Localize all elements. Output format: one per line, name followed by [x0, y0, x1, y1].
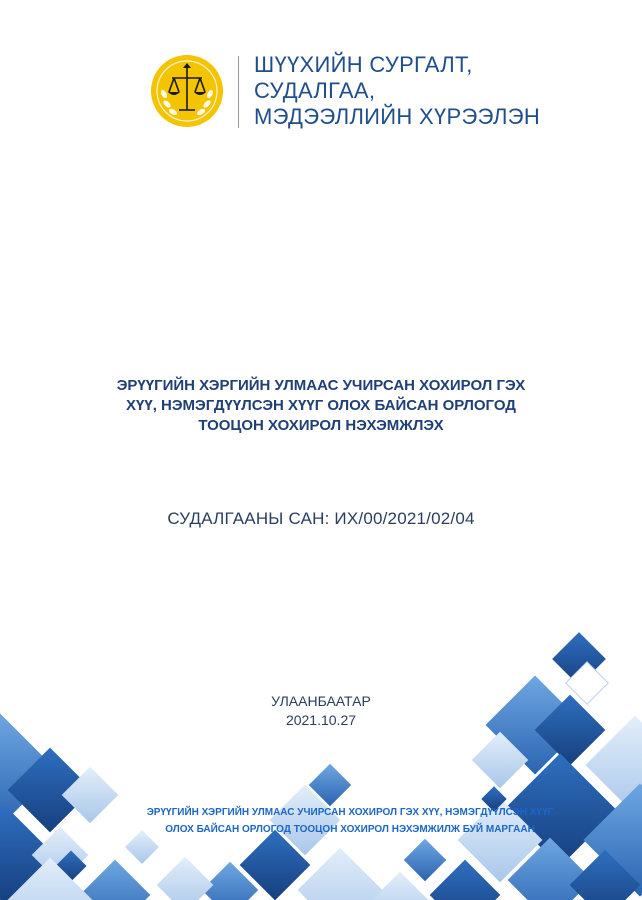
date: 2021.10.27	[285, 712, 357, 728]
footer-line: ОЛОХ БАЙСАН ОРЛОГОД ТООЦОН ХОХИРОЛ НЭХЭМЖИЛЖ БУЙ МАРГААН	[165, 824, 535, 835]
title-line: ЭРҮҮГИЙН ХЭРГИЙН УЛМААС УЧИРСАН ХОХИРОЛ ГЭХ	[116, 377, 526, 394]
institute-line: ШҮҮХИЙН СУРГАЛТ,	[254, 52, 473, 77]
footer-line: ЭРҮҮГИЙН ХЭРГИЙН УЛМААС УЧИРСАН ХОХИРОЛ ГЭХ ХҮҮ, НЭМЭГДҮҮЛСЭН ХҮҮГ	[146, 807, 554, 818]
footer-caption	[70, 804, 630, 838]
city: УЛААНБААТАР	[271, 693, 371, 709]
institute-line: МЭДЭЭЛЛИЙН ХҮРЭЭЛЭН	[254, 104, 541, 129]
institute-line: СУДАЛГАА,	[254, 78, 376, 103]
title-line: ХҮҮ, НЭМЭГДҮҮЛСЭН ХҮҮГ ОЛОХ БАЙСАН ОРЛОГОД	[126, 397, 516, 414]
research-fund-number: СУДАЛГААНЫ САН: ИХ/00/2021/02/04	[167, 509, 475, 528]
title-line: ТООЦОН ХОХИРОЛ НЭХЭМЖЛЭХ	[198, 417, 444, 434]
